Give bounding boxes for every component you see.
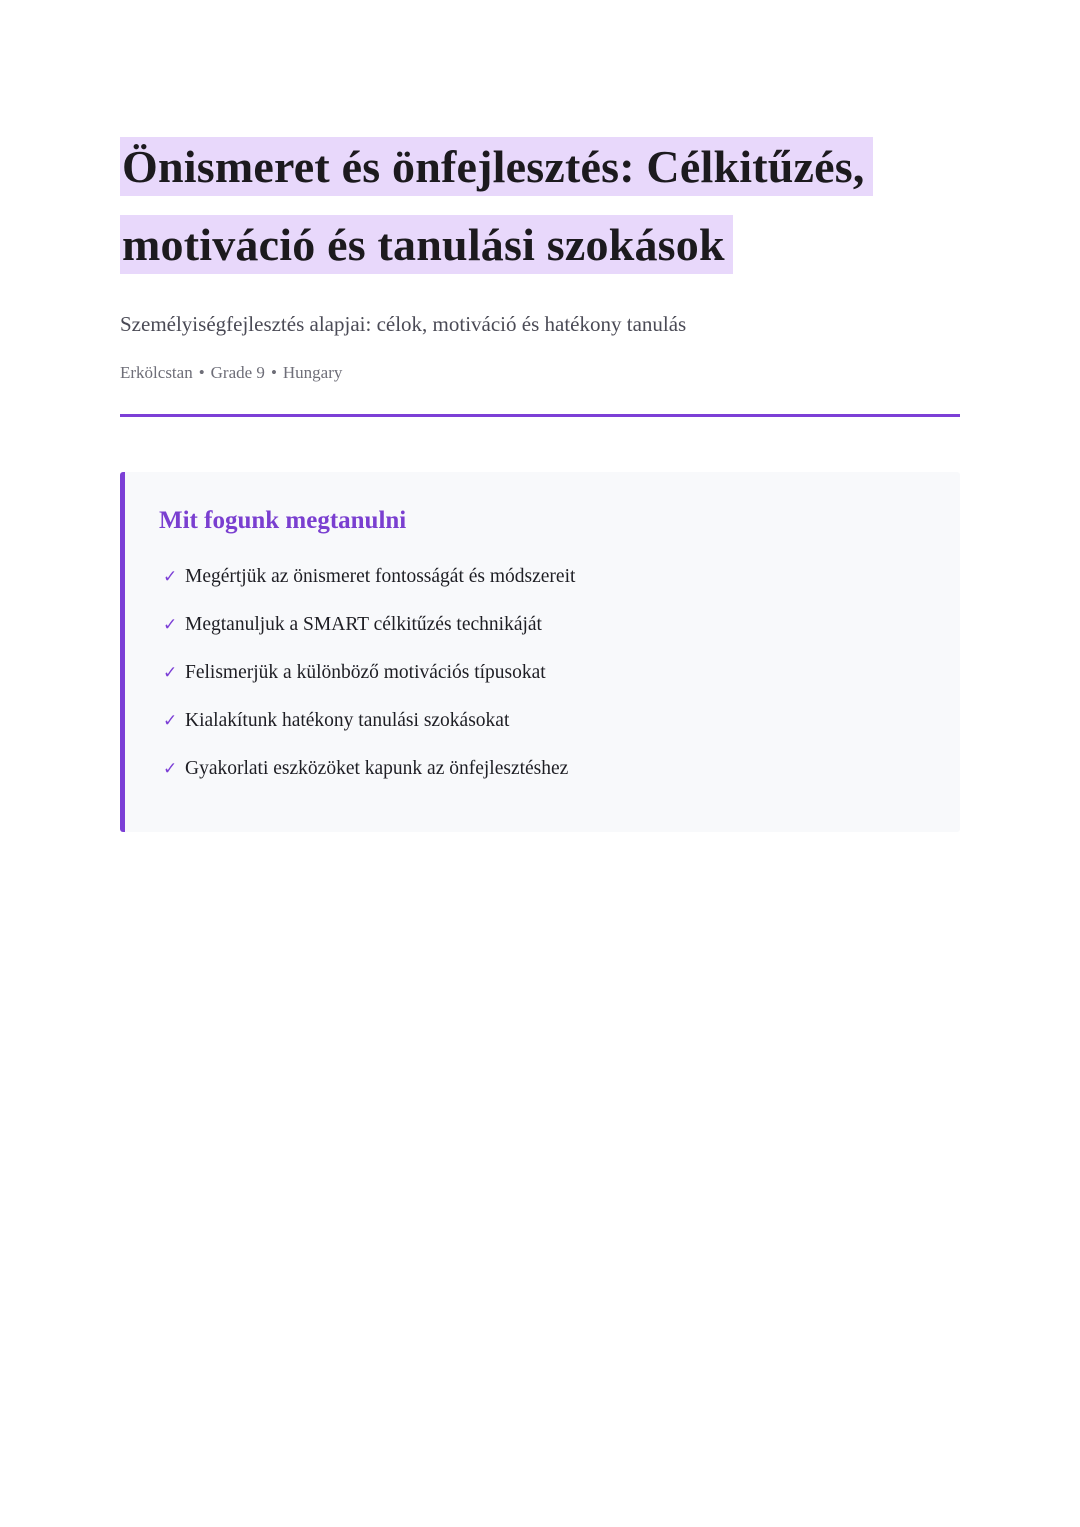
- list-item: [159, 564, 960, 590]
- title-line-1: Önismeret és önfejlesztés: Célkitűzés,: [120, 137, 873, 196]
- check-icon: ✓: [163, 663, 178, 683]
- list-item: [159, 612, 960, 638]
- check-icon: ✓: [163, 615, 178, 635]
- list-item: [159, 756, 960, 782]
- meta-grade: Grade 9: [210, 363, 265, 382]
- title-line-2: motiváció és tanulási szokások: [120, 215, 733, 274]
- objective-text: Gyakorlati eszközöket kapunk az önfejlesztéshez: [185, 758, 569, 779]
- check-icon: ✓: [163, 759, 178, 779]
- check-icon: ✓: [163, 567, 178, 587]
- meta-country: Hungary: [282, 363, 343, 382]
- list-item: [159, 660, 960, 686]
- objective-text: Megértjük az önismeret fontosságát és módszereit: [185, 566, 576, 587]
- page-subtitle: Személyiségfejlesztés alapjai: célok, motiváció és hatékony tanulás: [120, 312, 687, 336]
- objective-text: Megtanuljuk a SMART célkitűzés technikáját: [185, 614, 542, 635]
- meta-separator: •: [198, 363, 205, 382]
- meta-separator: •: [270, 363, 277, 382]
- objective-text: Kialakítunk hatékony tanulási szokásokat: [185, 710, 510, 731]
- meta-subject: Erkölcstan: [120, 363, 193, 382]
- objective-text: Felismerjük a különböző motivációs típusokat: [185, 662, 546, 683]
- document-meta: [120, 362, 960, 384]
- header-divider: [120, 414, 960, 417]
- page-title: [120, 128, 960, 284]
- check-icon: ✓: [163, 711, 178, 731]
- learning-objectives-box: [120, 472, 960, 832]
- document-page: [120, 128, 960, 832]
- objectives-list: [159, 564, 960, 782]
- objectives-heading: Mit fogunk megtanulni: [159, 507, 407, 534]
- list-item: [159, 708, 960, 734]
